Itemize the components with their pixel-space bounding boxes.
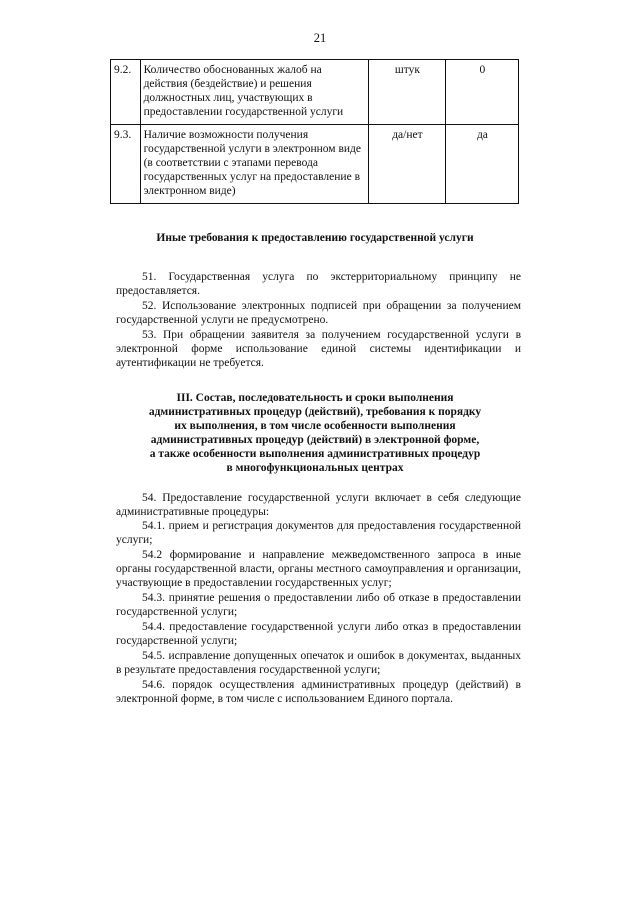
row-indicator-name: Наличие возможности получения государственной услуги в электронном виде (в соответствии с этапами перевода государственных услуг на предоставление в электронном виде) [140,125,368,204]
paragraph-54-4: 54.4. предоставление государственной услуги либо отказ в предоставлении государственной услуги; [116,621,521,648]
paragraph-54-5: 54.5. исправление допущенных опечаток и ошибок в документах, выданных в результате предоставления государственной услуги; [116,650,521,677]
section-3-title-line: III. Состав, последовательность и сроки выполнения [176,392,454,404]
paragraph-54-2: 54.2 формирование и направление межведомственного запроса в иные органы государственной власти, органы местного самоуправления и организации, участвующие в предоставлении государственных услуг; [116,549,521,590]
paragraph-52: 52. Использование электронных подписей при обращении за получением государственной услуги не предусмотрено. [116,300,521,327]
row-value: да [445,125,518,204]
section-3-title [110,391,520,475]
paragraph-54-6: 54.6. порядок осуществления административных процедур (действий) в электронной форме, в том числе с использованием Единого портала. [116,679,521,706]
table-row [111,60,519,125]
section-3-title-line: а также особенности выполнения административных процедур [149,448,481,460]
section-3-title-line: их выполнения, в том числе особенности выполнения [174,420,456,432]
section-3-title-line: административных процедур (действий) в электронной форме, [150,434,480,446]
paragraph-54-1: 54.1. прием и регистрация документов для предоставления государственной услуги; [116,520,521,547]
section-title-other-requirements: Иные требования к предоставлению государственной услуги [156,232,474,244]
section-3-title-line: административных процедур (действий), требования к порядку [148,406,482,418]
row-value: 0 [445,60,518,125]
paragraph-53: 53. При обращении заявителя за получением государственной услуги в электронной форме использование единой системы идентификации и аутентификации не требуется. [116,329,521,370]
metrics-table [110,59,519,204]
row-unit: да/нет [369,125,446,204]
page-number: 21 [313,31,327,45]
paragraph-51: 51. Государственная услуга по экстерриториальному принципу не предоставляется. [116,271,521,298]
row-unit: штук [369,60,446,125]
section-3-title-line: в многофункциональных центрах [226,462,404,474]
paragraph-54: 54. Предоставление государственной услуги включает в себя следующие административные процедуры: [116,492,521,519]
table-row [111,125,519,204]
row-number: 9.2. [111,60,141,125]
row-number: 9.3. [111,125,141,204]
row-indicator-name: Количество обоснованных жалоб на действия (бездействие) и решения должностных лиц, участвующих в предоставлении государственной услуги [140,60,368,125]
paragraph-54-3: 54.3. принятие решения о предоставлении либо об отказе в предоставлении государственной услуги; [116,592,521,619]
